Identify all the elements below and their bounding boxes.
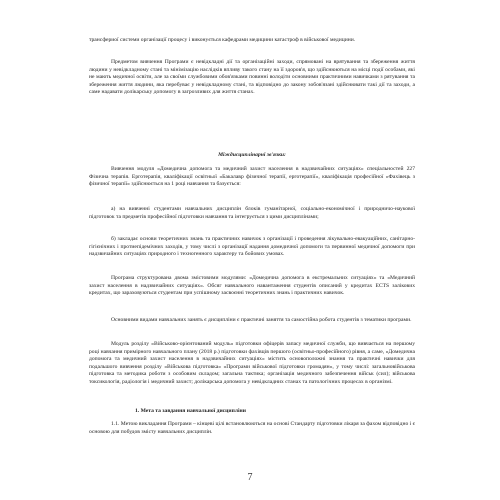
paragraph-item-b: б) закладає основи теоретичних знань та практичних навичок з організації і проведення лікувально-евакуаційних, санітарно-гігієнічних і протиепідемічних заходів, у тому числі з організації надання домедичної допомоги та первинної медичної допомоги при надзвичайних ситуаціях природного і техногенного характеру та бойових умовах. [89, 236, 415, 258]
heading-goal: 1. Мета та завдання навчальної дисципліни [135, 408, 246, 414]
paragraph-structure: Програма структурована двома змістовими модулями: «Домедична допомога в екстремальних ситуаціях» та «Медичний захист населення в надзвичайних ситуаціях». Обсяг навчального навантаження студентів описаний у кредитах ECTS залікових кредитах, що зараховуються студентам при успішному засвоєнні теоретичних знань і практичних навичок. [89, 275, 415, 297]
paragraph-goal: 1.1. Метою викладання Програми – кінцеві цілі встановлюються на основі Стандарту підготовки лікаря за фахом відповідно і є основою для побудов змісту навчальних дисциплін. [89, 421, 415, 435]
page-number: 7 [247, 472, 253, 483]
paragraph-interdisciplinary: Вивчення модуля «Домедична допомога та медичний захист населення в надзвичайних ситуаціях» спеціальностей 227 Фізична терапія. Ерготерапія, кваліфікації освітньої «Бакалавр фізичної терапії, ерготерапії», кваліфікація професійної «Фахівець з фізичної терапії» здійснюється на 1 році навчання та базується: [89, 166, 415, 188]
heading-interdisciplinary: Міждисциплінарні зв'язки: [218, 152, 286, 158]
paragraph-forms: Основними видами навчальних занять є дисципліни є практичні заняття та самостійна робота студентів з тематики програми. [111, 317, 412, 323]
paragraph-top: трансфериої системи організації процесу і виконується кафедрами медицини катастроф в військової медицини. [89, 37, 356, 43]
paragraph-module: Модуль розділу «Військово-орієнтований модуль» підготовки офіцерів запасу медичної служби, що вивчається на першому році навчання примірного навчального плану (2018 р.) підготовки фахівців першого (освітньо-професійного) рівня, а саме, «Домедична допомога та медичний захист населення в надзвичайних ситуаціях» містить основоположні знання та практичні навички для подальшого вивчення розділу «Військова підготовка» «Програми військової підготовки громадян», у тому числі: загальновійськова підготовка та методика роботи з особовим складом; загальна тактика; організація медичного забезпечення військ (сил); військова токсикологія, радіологія і медичний захист; долікарська допомога у невідкладних станах та патологічних процесах в організмі. [89, 341, 415, 385]
paragraph-item-a: а) на вивченні студентами навчальних дисциплін блоків гуманітарної, соціально-економічної і природничо-наукової підготовок та предметів професійної підготовки навчання та інтегрується з цими дисциплінами; [89, 206, 415, 220]
paragraph-subject: Предметом вивчення Програми є невідкладні дії та організаційні заходи, спрямовані на врятування та збереження життя людини у невідкладному стані та мінімізацію наслідків впливу такого стану на її здоров'я, що здійснюються на місці події особами, які не мають медичної освіти, але за своїми службовими обов'язками повинні володіти основними практичними навичками з рятування та збереження життя людини, яка перебуває у невідкладному стані, та відповідно до закону зобов'язані здійснювати такі дії та заходи, а саме надавати долікарську допомогу в загрозливих для життя станах. [89, 59, 415, 96]
